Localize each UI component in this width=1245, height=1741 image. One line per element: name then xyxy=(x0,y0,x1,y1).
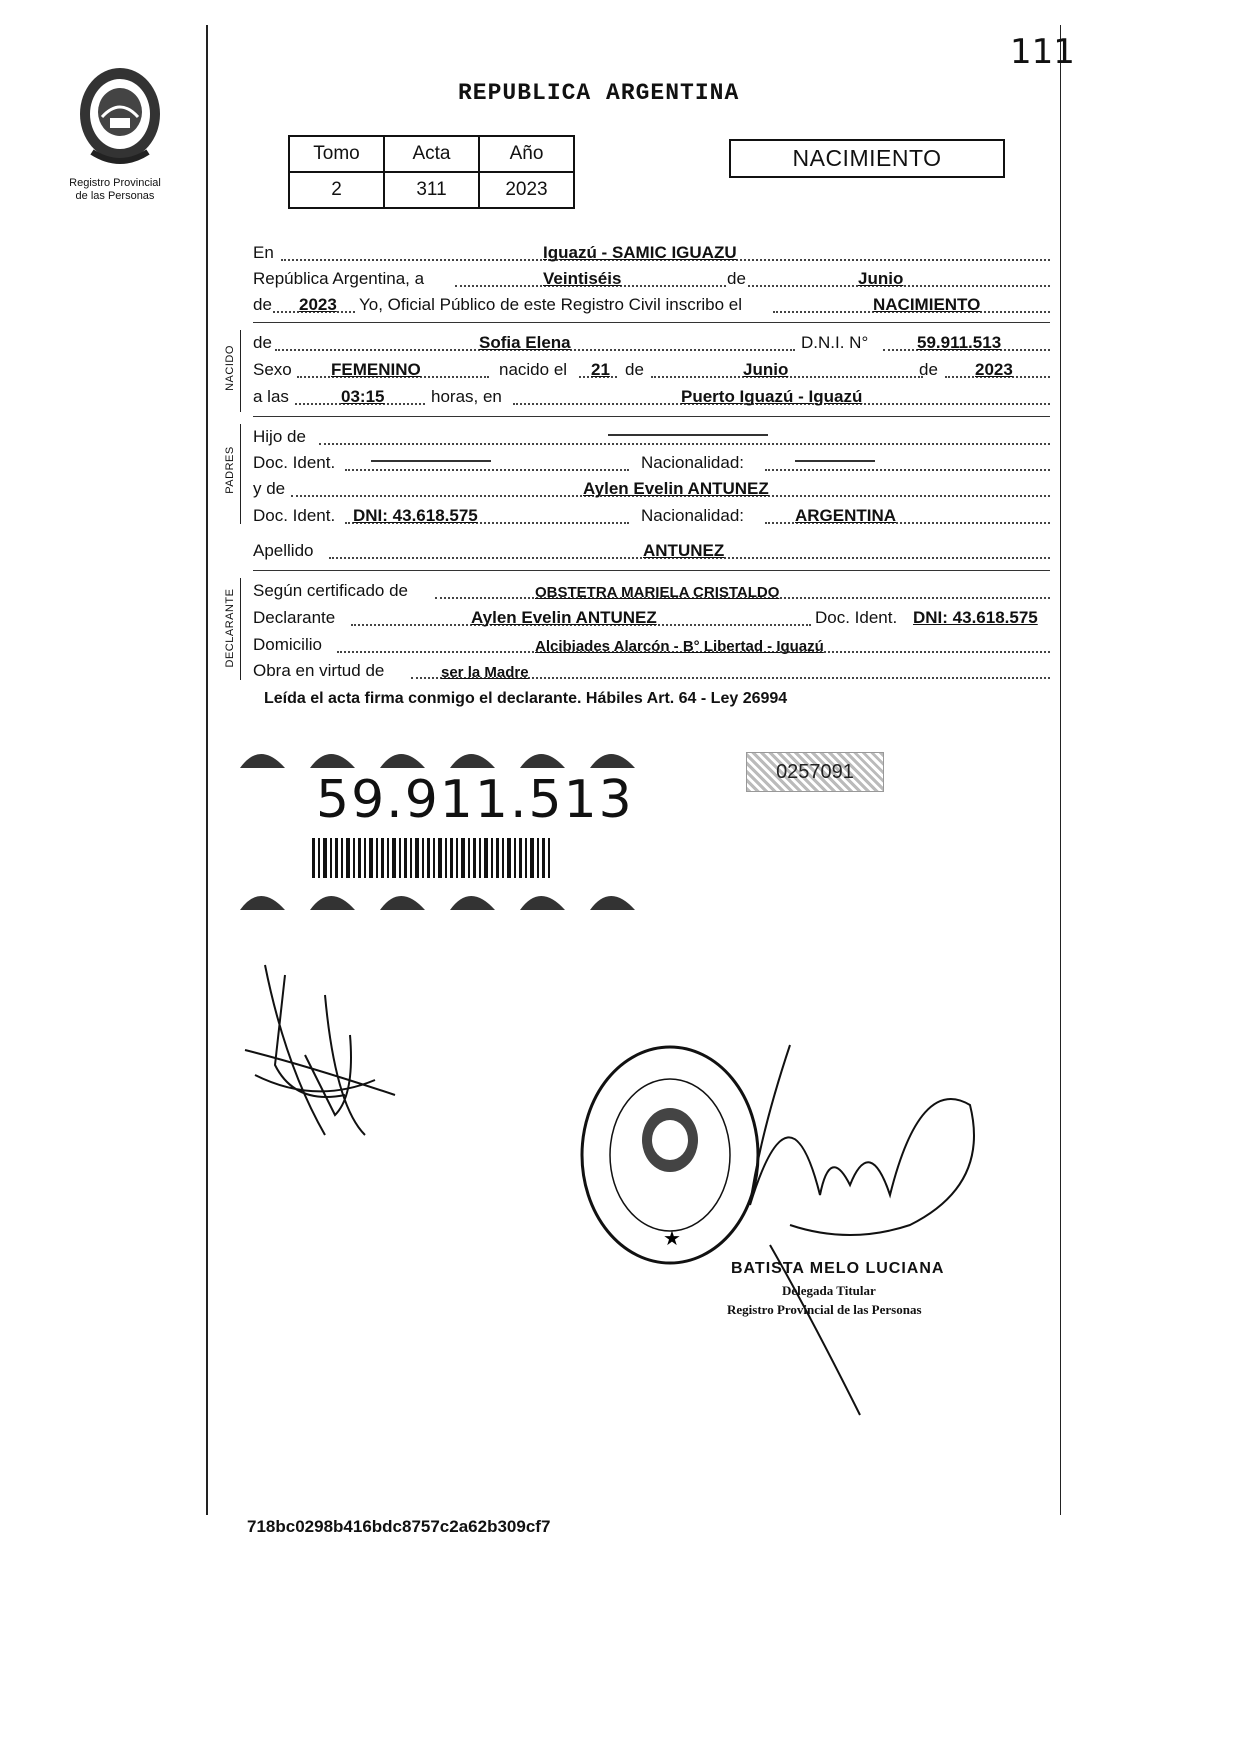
event-value: NACIMIENTO xyxy=(873,295,981,314)
birth-year-value: 2023 xyxy=(975,360,1013,379)
sticker-serial: 0257091 xyxy=(746,752,884,792)
officer-signature xyxy=(730,1015,990,1425)
declarante-section-label: DECLARANTE xyxy=(224,588,236,668)
line-doc-father xyxy=(253,448,1050,476)
nacido-de-label-2: de xyxy=(625,360,644,379)
dni-label: D.N.I. N° xyxy=(801,333,869,352)
declarante-bar xyxy=(240,578,241,680)
place-value: Iguazú - SAMIC IGUAZU xyxy=(543,243,737,262)
signatory-title: Delegada Titular xyxy=(782,1283,876,1298)
line-domicilio xyxy=(253,630,1050,658)
document-hash: 718bc0298b416bdc8757c2a62b309cf7 xyxy=(247,1517,551,1536)
signing-note: Leída el acta firma conmigo el declarante. Hábiles Art. 64 - Ley 26994 xyxy=(264,690,788,707)
line-hora xyxy=(253,382,1050,410)
padres-section-label: PADRES xyxy=(224,446,236,494)
barcode xyxy=(312,838,550,878)
line-sexo xyxy=(253,355,1050,383)
nacido-bar xyxy=(240,330,241,412)
nacido-de-label-3: de xyxy=(919,360,938,379)
line-republica xyxy=(253,264,1050,292)
line-declarante xyxy=(253,603,1050,631)
nacido-section-label: NACIDO xyxy=(224,345,236,391)
birthplace-value: Puerto Iguazú - Iguazú xyxy=(681,387,863,406)
line-obra xyxy=(253,656,1050,684)
document-title: REPUBLICA ARGENTINA xyxy=(458,80,740,106)
registry-header-acta: Acta xyxy=(384,136,479,172)
line-y-de xyxy=(253,474,1050,502)
month-value: Junio xyxy=(858,269,904,288)
horas-label: horas, en xyxy=(431,387,502,406)
declarante-label: Declarante xyxy=(253,608,336,627)
page-number: 111 xyxy=(1010,32,1075,72)
birth-time-value: 03:15 xyxy=(341,387,385,406)
act-type-box: NACIMIENTO xyxy=(729,139,1005,178)
line-doc-mother xyxy=(253,501,1050,529)
line-apellido xyxy=(253,536,1050,564)
registry-value-row xyxy=(289,172,574,208)
registry-header-tomo: Tomo xyxy=(289,136,384,172)
obra-value: ser la Madre xyxy=(441,664,529,681)
y-de-label: y de xyxy=(253,479,286,498)
certificado-value: OBSTETRA MARIELA CRISTALDO xyxy=(535,584,780,601)
declarante-doc-label: Doc. Ident. xyxy=(815,608,898,627)
rule-3 xyxy=(253,570,1050,571)
father-nationality-redacted xyxy=(795,460,875,462)
yo-text: Yo, Oficial Público de este Registro Civil inscribo el xyxy=(359,295,742,314)
declarant-signature xyxy=(225,945,425,1165)
declarante-doc-value: DNI: 43.618.575 xyxy=(913,608,1038,627)
registry-value-anio: 2023 xyxy=(479,172,574,208)
birth-month-value: Junio xyxy=(743,360,789,379)
left-margin-line xyxy=(206,25,208,1515)
obra-label: Obra en virtud de xyxy=(253,661,385,680)
doc-label-mother: Doc. Ident. xyxy=(253,506,336,525)
sexo-label: Sexo xyxy=(253,360,292,379)
domicilio-label: Domicilio xyxy=(253,635,322,654)
signatory-name: BATISTA MELO LUCIANA xyxy=(731,1260,945,1277)
mother-name-value: Aylen Evelin ANTUNEZ xyxy=(583,479,769,498)
sexo-value: FEMENINO xyxy=(331,360,421,379)
svg-text:★: ★ xyxy=(663,1226,681,1250)
day-text-value: Veintiséis xyxy=(543,269,622,288)
mother-doc-value: DNI: 43.618.575 xyxy=(353,506,478,525)
hijo-label: Hijo de xyxy=(253,427,306,446)
en-label: En xyxy=(253,243,274,262)
nacido-el-label: nacido el xyxy=(499,360,568,379)
registry-header-row xyxy=(289,136,574,172)
line-en xyxy=(253,238,1050,266)
line-hijo xyxy=(253,422,1050,450)
registry-value-acta: 311 xyxy=(384,172,479,208)
sticker-dni-number: 59.911.513 xyxy=(316,770,634,830)
rule-1 xyxy=(253,322,1050,323)
registry-table xyxy=(288,135,575,209)
signatory-org: Registro Provincial de las Personas xyxy=(727,1302,922,1317)
rule-2 xyxy=(253,416,1050,417)
padres-bar xyxy=(240,424,241,524)
de2-label: de xyxy=(253,295,272,314)
father-doc-redacted xyxy=(371,460,491,462)
mother-nationality-value: ARGENTINA xyxy=(795,506,897,525)
birth-day-value: 21 xyxy=(591,360,610,379)
certificado-label: Según certificado de xyxy=(253,581,408,600)
apellido-value: ANTUNEZ xyxy=(643,541,725,560)
republica-label: República Argentina, a xyxy=(253,269,425,288)
logo-caption: Registro Provincial de las Personas xyxy=(69,177,161,202)
father-name-redacted xyxy=(608,434,768,436)
domicilio-value: Alcibiades Alarcón - B° Libertad - Iguazú xyxy=(535,638,824,655)
apellido-label: Apellido xyxy=(253,541,314,560)
child-dni-value: 59.911.513 xyxy=(917,333,1002,352)
child-name-value: Sofia Elena xyxy=(479,333,571,352)
nac-label-mother: Nacionalidad: xyxy=(641,506,745,525)
line-nacido-name xyxy=(253,328,1050,356)
registry-value-tomo: 2 xyxy=(289,172,384,208)
nac-label-father: Nacionalidad: xyxy=(641,453,745,472)
doc-label-father: Doc. Ident. xyxy=(253,453,336,472)
line-certificado xyxy=(253,576,1050,604)
declarante-value: Aylen Evelin ANTUNEZ xyxy=(471,608,657,627)
year-value: 2023 xyxy=(299,295,337,314)
right-margin-line xyxy=(1060,25,1061,1515)
line-year xyxy=(253,290,1050,318)
de-label: de xyxy=(727,269,746,288)
province-emblem xyxy=(70,62,170,172)
a-las-label: a las xyxy=(253,387,289,406)
registry-header-anio: Año xyxy=(479,136,574,172)
nacido-de-label: de xyxy=(253,333,272,352)
